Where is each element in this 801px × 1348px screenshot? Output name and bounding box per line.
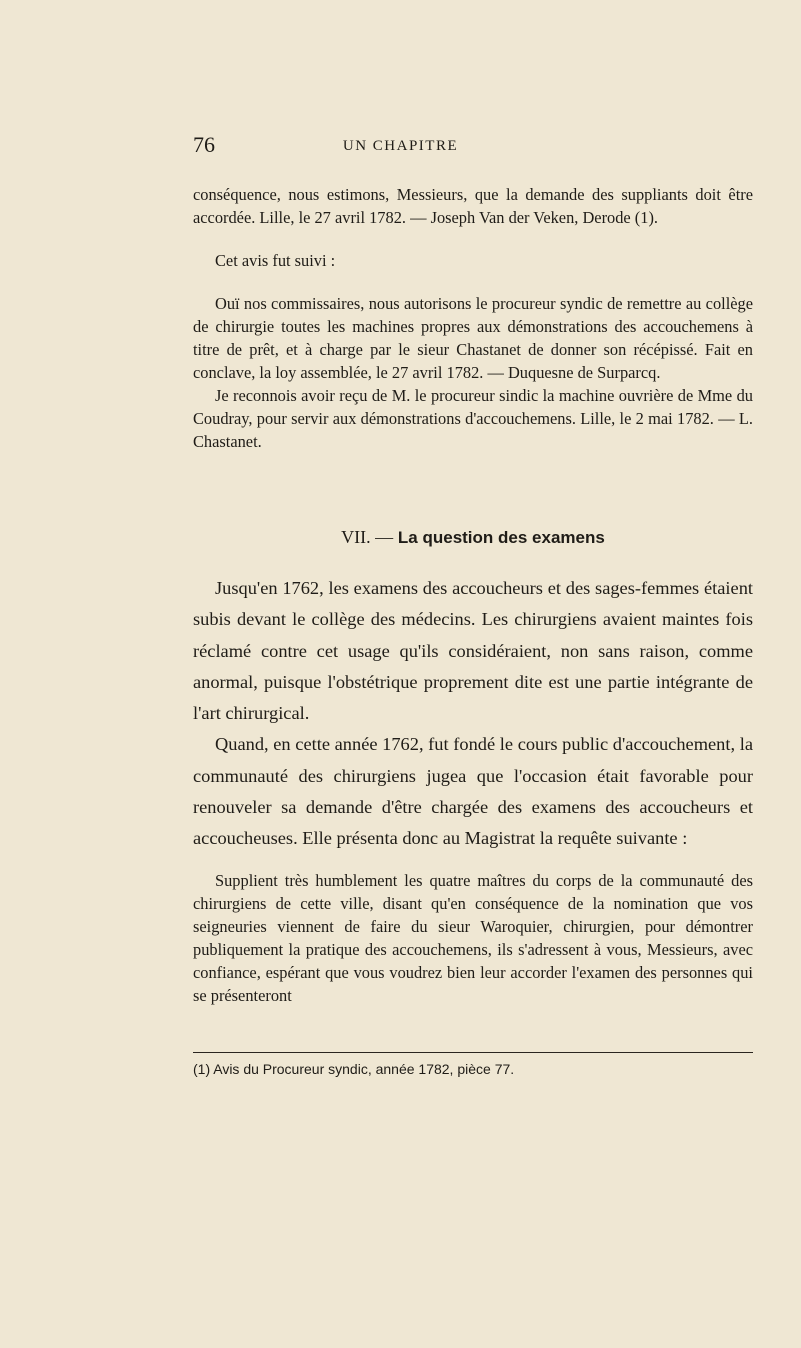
footnote: (1) Avis du Procureur syndic, année 1782, pièce 77. bbox=[193, 1061, 515, 1077]
paragraph-main-1: Jusqu'en 1762, les examens des accoucheurs et des sages-femmes étaient subis devant le collège des médecins. Les chirurgiens avaient maintes fois réclamé contre cet usage qu'ils considéraient, non sans raison, comme anormal, puisque l'obstétrique proprement dite est une partie intégrante de l'art chirurgical. bbox=[193, 578, 753, 724]
paragraph-receipt: Je reconnois avoir reçu de M. le procureur sindic la machine ouvrière de Mme du Coudray, pour servir aux démonstrations d'accouchemens. Lille, le 2 mai 1782. — L. Chastanet. bbox=[193, 386, 753, 451]
section-heading bbox=[193, 527, 753, 548]
page-number: 76 bbox=[193, 132, 215, 157]
page-header bbox=[0, 128, 801, 168]
running-head: UN CHAPITRE bbox=[342, 138, 459, 154]
section-title: La question des examens bbox=[397, 528, 605, 547]
section-number: VII. — bbox=[341, 527, 394, 547]
paragraph-continuation: conséquence, nous estimons, Messieurs, que la demande des suppliants doit être accordée. Lille, le 27 avril 1782. — Joseph Van der Veken, Derode (1). bbox=[193, 185, 753, 227]
page-body bbox=[193, 183, 753, 1007]
paragraph-request: Supplient très humblement les quatre maîtres du corps de la communauté des chirurgiens de cette ville, disant qu'en conséquence de la nomination que vos seigneuries viennent de faire du sieur Waroquier, chirurgien, pour démontrer publiquement la pratique des accouchemens, ils s'adressent à vous, Messieurs, avec confiance, espérant que vous voudrez bien leur accorder l'examen des personnes qui se présenteront bbox=[193, 870, 753, 1005]
paragraph-main-2: Quand, en cette année 1762, fut fondé le cours public d'accouchement, la communauté des chirurgiens jugea que l'occasion était favorable pour renouveler sa demande d'être chargée des examens des accoucheurs et accoucheuses. Elle présenta donc au Magistrat la requête suivante : bbox=[193, 734, 753, 849]
footnote-rule bbox=[193, 1052, 753, 1053]
paragraph-authorization: Ouï nos commissaires, nous autorisons le procureur syndic de remettre au collège de chirurgie toutes les machines propres aux démonstrations des accouchemens à titre de prêt, et à charge par le sieur Chastanet de donner son récépissé. Fait en conclave, la loy assemblée, le 27 avril 1782. — Duquesne de Surparcq. bbox=[193, 294, 753, 382]
paragraph-avis: Cet avis fut suivi : bbox=[215, 251, 336, 270]
